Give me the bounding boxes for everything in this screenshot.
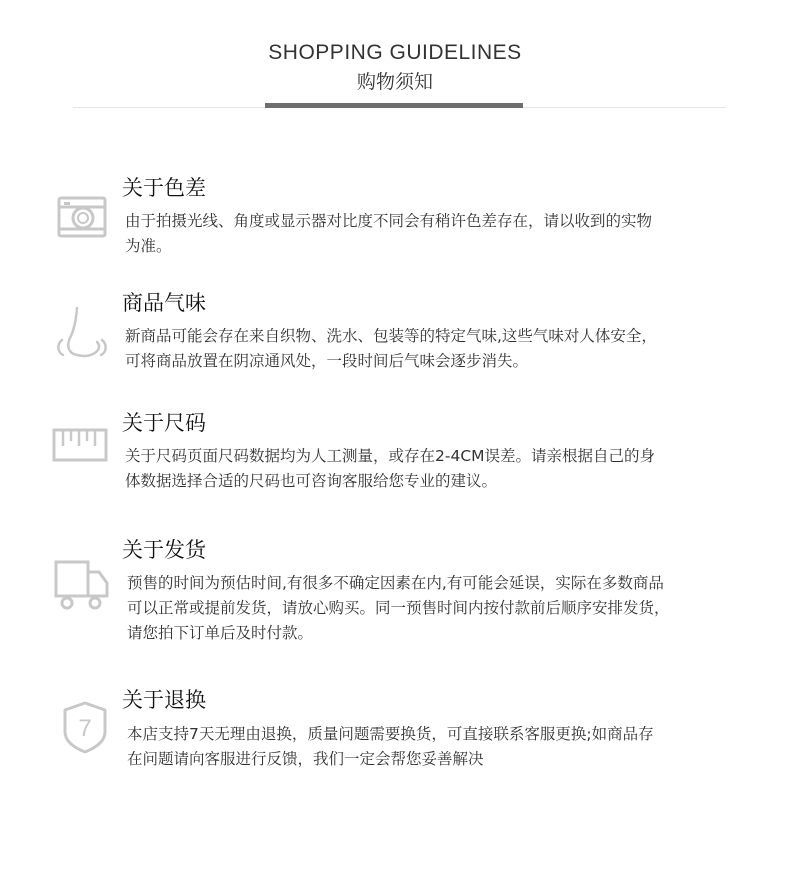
section-title: 关于色差 xyxy=(122,176,206,200)
title-english: SHOPPING GUIDELINES xyxy=(268,41,522,64)
section-text: 新商品可能会存在来自织物、洗水、包装等的特定气味,这些气味对人体安全， 可将商品放置在阴凉通风处，一段时间后气味会逐步消失。 xyxy=(125,327,657,370)
camera-icon xyxy=(57,196,107,238)
section-title: 关于退换 xyxy=(122,688,206,712)
ruler-icon xyxy=(52,428,108,462)
section-text: 由于拍摄光线、角度或显示器对比度不同会有稍许色差存在，请以收到的实物 为准。 xyxy=(125,212,653,255)
section-title: 关于尺码 xyxy=(122,411,206,435)
section-text: 关于尺码页面尺码数据均为人工测量，或存在2-4CM误差。请亲根据自己的身 体数据选择合适的尺码也可咨询客服给您专业的建议。 xyxy=(125,447,656,490)
nose-icon xyxy=(53,306,111,362)
section-title: 关于发货 xyxy=(122,538,206,562)
page-header xyxy=(0,40,790,96)
section-text: 本店支持7天无理由退换，质量问题需要换货，可直接联系客服更换;如商品存 在问题请向客服进行反馈，我们一定会帮您妥善解决 xyxy=(127,725,654,768)
shield-number: 7 xyxy=(78,715,92,742)
title-chinese: 购物须知 xyxy=(356,71,433,93)
section-text: 预售的时间为预估时间,有很多不确定因素在内,有可能会延误，实际在多数商品 可以正常或提前发货，请放心购买。同一预售时间内按付款前后顺序安排发货， 请您拍下订单后及时付款。 xyxy=(127,574,670,642)
header-accent-bar xyxy=(265,103,523,108)
seven-day-shield-icon xyxy=(61,700,109,754)
section-title: 商品气味 xyxy=(122,291,206,315)
truck-icon xyxy=(54,558,110,612)
